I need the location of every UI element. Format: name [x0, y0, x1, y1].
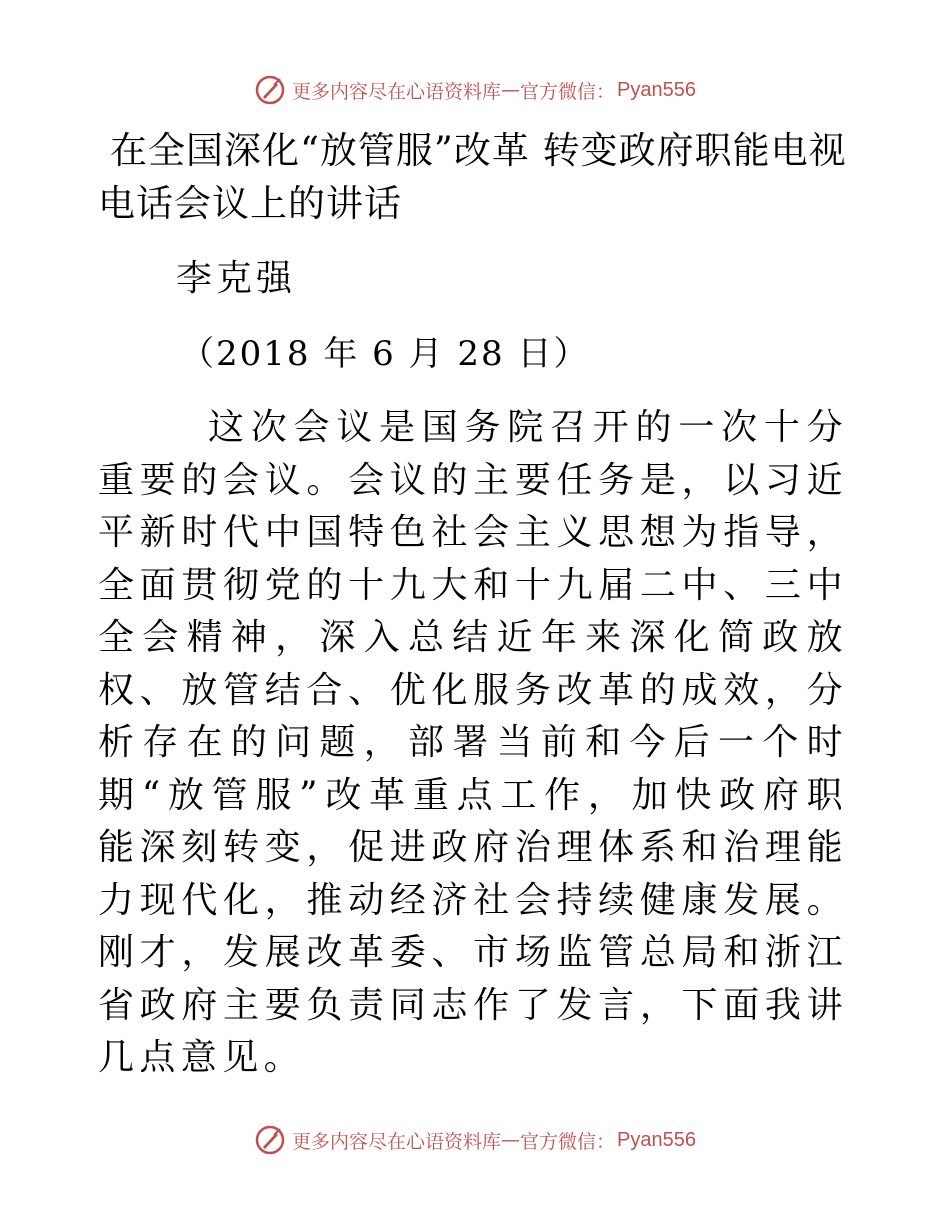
body-paragraph: 这次会议是国务院召开的一次十分重要的会议。会议的主要任务是，以习近平新时代中国特色社会主义思想为指导，全面贯彻党的十九大和十九届二中、三中全会精神，深入总结近年来深化简政放权、放管结合、优化服务改革的成效，分析存在的问题，部署当前和今后一个时期“放管服”改革重点工作，加快政府职能深刻转变，促进政府治理体系和治理能力现代化，推动经济社会持续健康发展。刚才，发展改革委、市场监管总局和浙江省政府主要负责同志作了发言，下面我讲几点意见。: [98, 407, 848, 1078]
document-author: 李克强: [176, 258, 297, 299]
quill-logo-icon: [254, 74, 286, 106]
watermark-header: [0, 70, 950, 110]
document-title: 在全国深化“放管服”改革 转变政府职能电视电话会议上的讲话: [98, 129, 847, 225]
watermark-text: 更多内容尽在心语资料库: [292, 1130, 502, 1153]
document-date: （2018 年 6 月 28 日）: [180, 334, 590, 374]
watermark-wechat-label: 官方微信：: [520, 80, 616, 103]
watermark-handle: Pyan556: [617, 1128, 696, 1151]
watermark-separator: —: [501, 1129, 521, 1151]
watermark-handle: Pyan556: [617, 78, 696, 101]
watermark-wechat-label: 官方微信：: [520, 1130, 616, 1153]
watermark-separator: —: [501, 79, 521, 101]
watermark-footer: [0, 1120, 950, 1160]
quill-logo-icon: [254, 1124, 286, 1156]
watermark-text: 更多内容尽在心语资料库: [292, 80, 502, 103]
